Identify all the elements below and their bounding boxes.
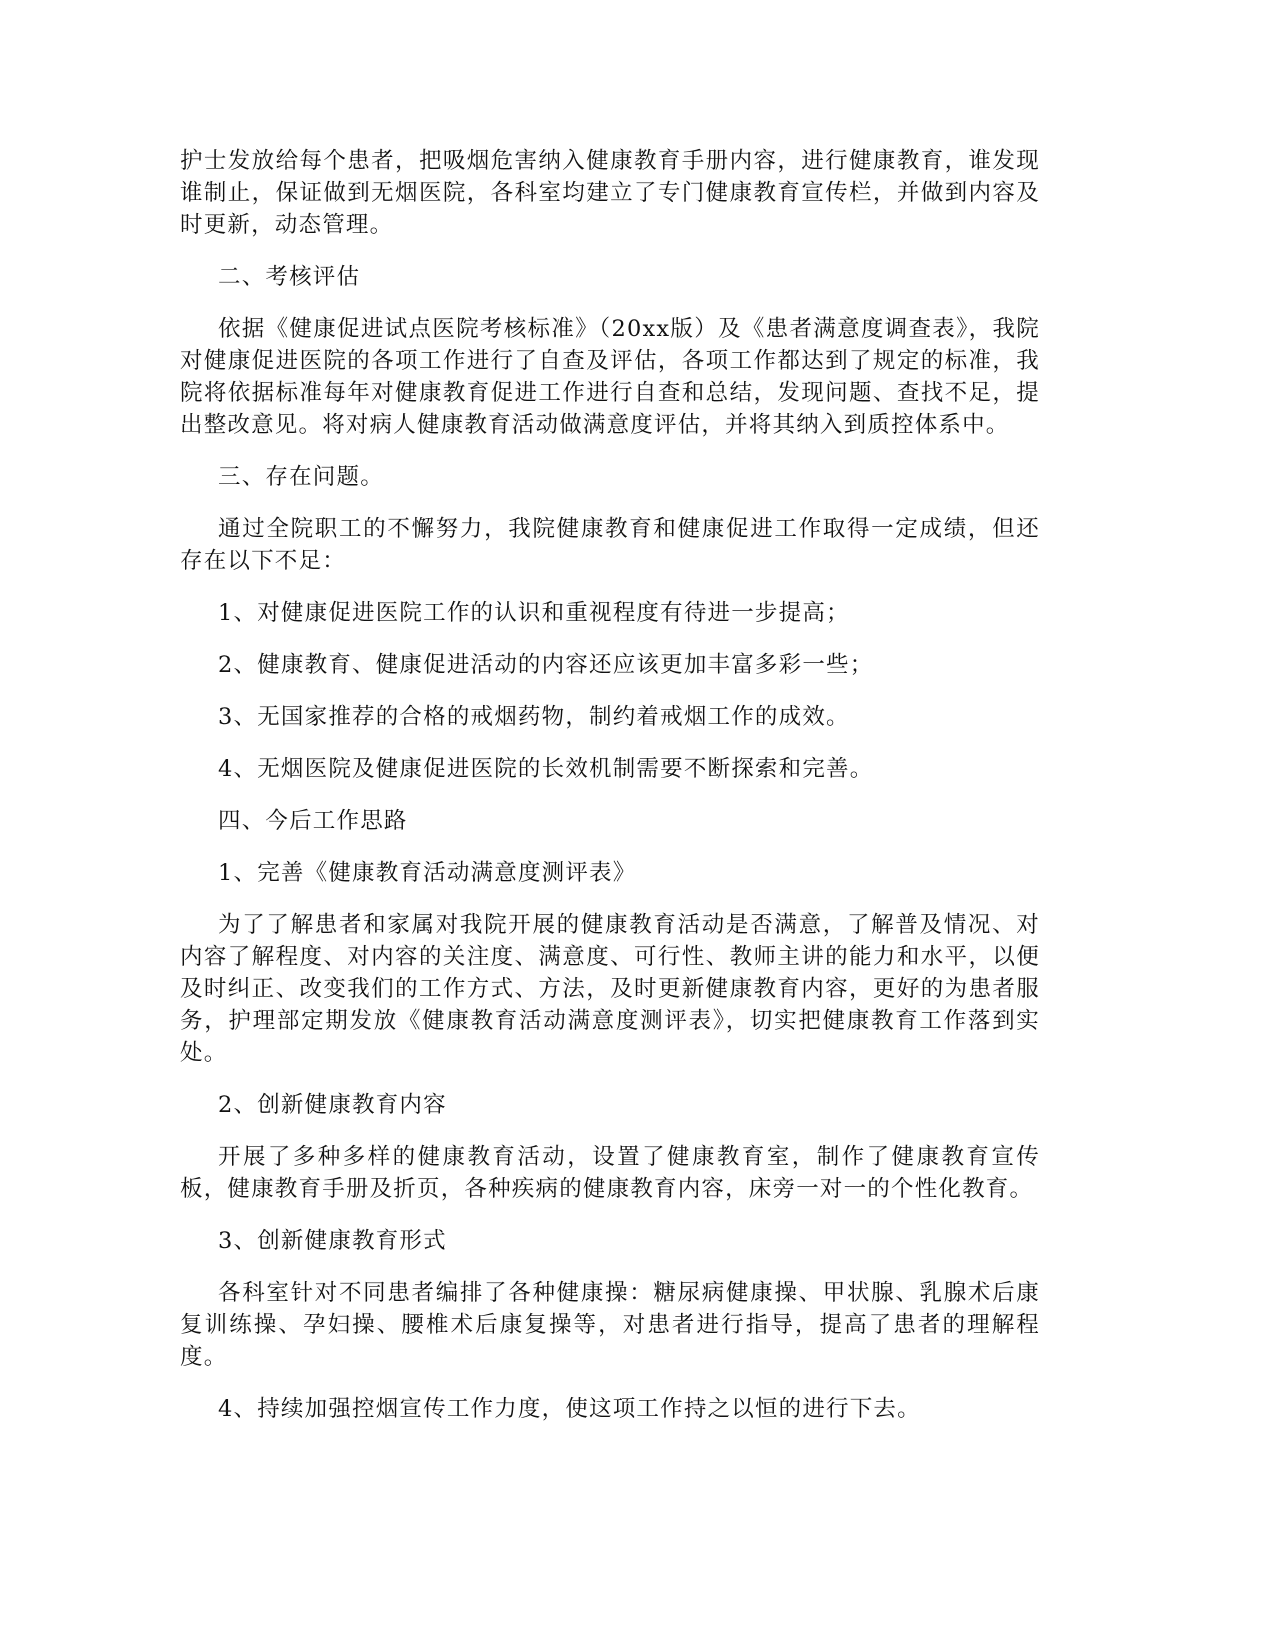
list-item: 1、对健康促进医院工作的认识和重视程度有待进一步提高； <box>218 600 850 626</box>
paragraph: 各科室针对不同患者编排了各种健康操：糖尿病健康操、甲状腺、乳腺术后康复训练操、孕妇操、腰椎术后康复操等，对患者进行指导，提高了患者的理解程度。 <box>180 1280 1040 1370</box>
section-heading: 四、今后工作思路 <box>218 808 408 834</box>
document-body <box>180 145 1040 1445</box>
list-item: 4、无烟医院及健康促进医院的长效机制需要不断探索和完善。 <box>218 756 874 782</box>
paragraph: 通过全院职工的不懈努力，我院健康教育和健康促进工作取得一定成绩，但还存在以下不足： <box>180 516 1040 574</box>
paragraph: 护士发放给每个患者，把吸烟危害纳入健康教育手册内容，进行健康教育，谁发现谁制止，保证做到无烟医院，各科室均建立了专门健康教育宣传栏，并做到内容及时更新，动态管理。 <box>180 148 1040 238</box>
section-heading: 二、考核评估 <box>218 264 361 290</box>
subsection-heading: 4、持续加强控烟宣传工作力度，使这项工作持之以恒的进行下去。 <box>218 1396 921 1422</box>
paragraph: 为了了解患者和家属对我院开展的健康教育活动是否满意，了解普及情况、对内容了解程度、对内容的关注度、满意度、可行性、教师主讲的能力和水平，以便及时纠正、改变我们的工作方式、方法，及时更新健康教育内容，更好的为患者服务，护理部定期发放《健康教育活动满意度测评表》，切实把健康教育工作落到实处。 <box>180 912 1040 1066</box>
subsection-heading: 2、创新健康教育内容 <box>218 1092 447 1118</box>
list-item: 2、健康教育、健康促进活动的内容还应该更加丰富多彩一些； <box>218 652 874 678</box>
paragraph: 开展了多种多样的健康教育活动，设置了健康教育室，制作了健康教育宣传板，健康教育手册及折页，各种疾病的健康教育内容，床旁一对一的个性化教育。 <box>180 1144 1040 1202</box>
subsection-heading: 3、创新健康教育形式 <box>218 1228 447 1254</box>
list-item: 3、无国家推荐的合格的戒烟药物，制约着戒烟工作的成效。 <box>218 704 850 730</box>
paragraph: 依据《健康促进试点医院考核标准》（20xx版）及《患者满意度调查表》，我院对健康促进医院的各项工作进行了自查及评估，各项工作都达到了规定的标准，我院将依据标准每年对健康教育促进工作进行自查和总结，发现问题、查找不足，提出整改意见。将对病人健康教育活动做满意度评估，并将其纳入到质控体系中。 <box>180 316 1040 438</box>
section-heading: 三、存在问题。 <box>218 464 384 490</box>
subsection-heading: 1、完善《健康教育活动满意度测评表》 <box>218 860 637 886</box>
